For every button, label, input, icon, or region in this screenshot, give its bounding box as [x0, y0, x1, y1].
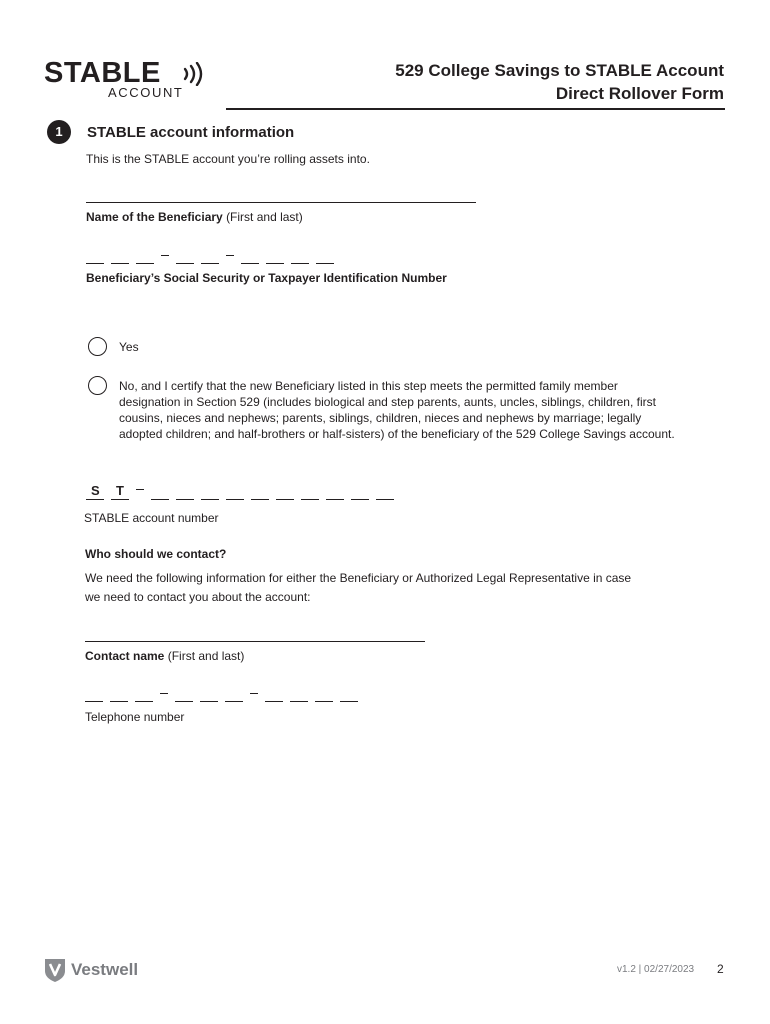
contact-name-label-text: Contact name — [85, 649, 165, 663]
contact-name-field[interactable] — [85, 641, 425, 642]
vestwell-shield-icon — [44, 957, 66, 983]
form-title-line2: Direct Rollover Form — [555, 84, 724, 103]
telephone-label: Telephone number — [85, 710, 185, 724]
section-title: STABLE account information — [87, 124, 295, 141]
no-certify-radio[interactable] — [88, 376, 107, 395]
form-title-line1: 529 College Savings to STABLE Account — [395, 61, 724, 80]
section-subtitle: This is the STABLE account you’re rolling assets into. — [86, 152, 370, 166]
contact-name-label — [85, 648, 244, 664]
form-version: v1.2 | 02/27/2023 — [617, 964, 695, 975]
beneficiary-name-hint: (First and last) — [226, 210, 303, 224]
contact-heading: Who should we contact? — [85, 547, 227, 561]
contact-name-hint: (First and last) — [167, 649, 245, 663]
vestwell-wordmark: Vestwell — [71, 960, 139, 979]
page-number: 2 — [717, 962, 724, 976]
ssn-field[interactable] — [86, 252, 341, 264]
telephone-field[interactable] — [85, 690, 365, 702]
yes-label: Yes — [119, 340, 139, 354]
yes-radio[interactable] — [88, 337, 107, 356]
ssn-label: Beneficiary’s Social Security or Taxpayer Identification Number — [86, 271, 447, 285]
account-prefix-t: T — [116, 483, 124, 498]
step-number-badge: 1 — [47, 120, 71, 144]
vestwell-logo — [44, 957, 154, 985]
beneficiary-name-label — [86, 209, 303, 225]
logo-main-text: STABLE — [44, 57, 161, 89]
stable-account-number-field[interactable] — [86, 486, 401, 500]
header-divider — [226, 108, 725, 110]
logo-sub-text: ACCOUNT — [108, 85, 184, 100]
contact-intro-line2: we need to contact you about the account: — [85, 590, 311, 604]
signal-waves-icon — [181, 62, 205, 86]
beneficiary-name-field[interactable] — [86, 202, 476, 203]
stable-account-logo — [44, 58, 204, 102]
contact-intro-line1: We need the following information for either the Beneficiary or Authorized Legal Representative in case — [85, 571, 632, 585]
account-prefix-s: S — [91, 483, 100, 498]
beneficiary-name-label-text: Name of the Beneficiary — [86, 210, 223, 224]
no-certify-label: No, and I certify that the new Beneficiary listed in this step meets the permitted family member designation in Section 529 (includes biological and step parents, aunts, uncles, siblings, children, first cousins, nieces and nephews; parents, siblings, children, nieces and nephews by marriage; legally adopted children; and half-brothers or half-sisters) of the beneficiary of the 529 College Savings account. — [119, 379, 675, 441]
stable-account-number-label: STABLE account number — [84, 511, 219, 525]
